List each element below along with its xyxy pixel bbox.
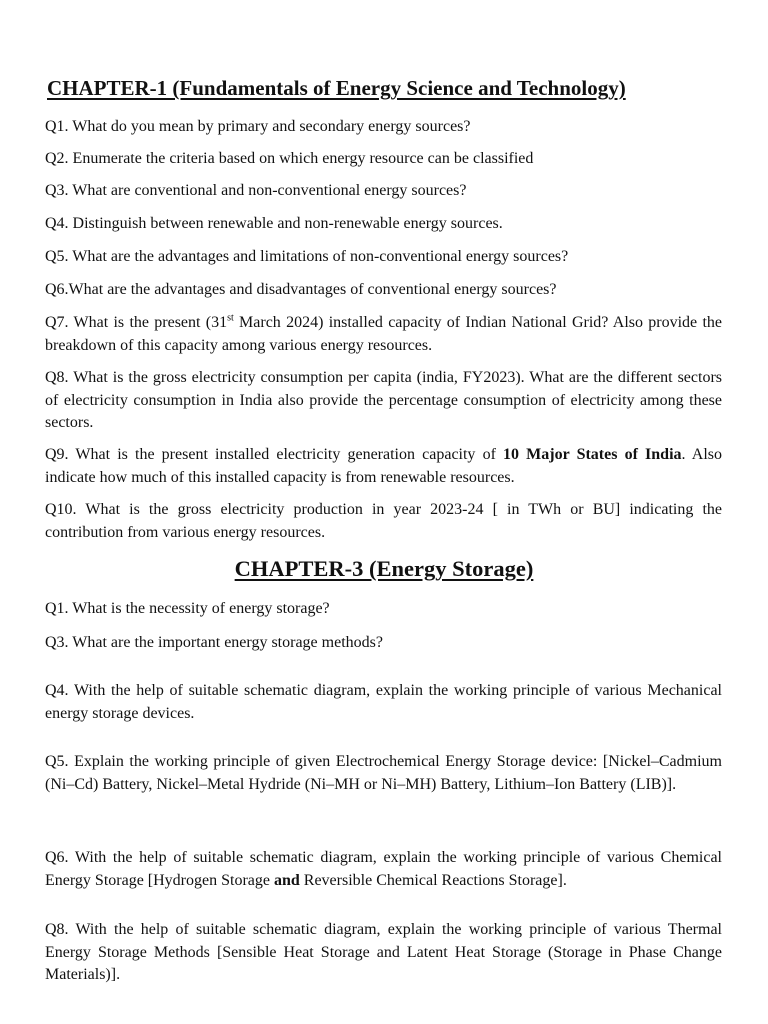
chapter-1-question-5: Q5. What are the advantages and limitations of non-conventional energy sources? [45, 248, 569, 265]
q9-text-end: . Also indicate how much of this installed capacity is from renewable resources. [45, 446, 723, 486]
chapter-1-question-8: Q8. What is the gross electricity consumption per capita (india, FY2023). What are the different sectors of electricity consumption in India also provide the percentage consumption of electricity among these sectors. [45, 369, 722, 431]
chapter-1-question-2: Q2. Enumerate the criteria based on which energy resource can be classified [45, 150, 534, 167]
q7-text-start: Q7. What is the present (31 [45, 314, 228, 331]
chapter-1-question-7 [45, 312, 722, 357]
chapter-1-question-3: Q3. What are conventional and non-conventional energy sources? [45, 182, 467, 199]
chapter-3-question-4: Q4. With the help of suitable schematic diagram, explain the working principle of various Mechanical energy storage devices. [45, 682, 722, 722]
chapter-1-question-1: Q1. What do you mean by primary and secondary energy sources? [45, 118, 471, 135]
q6-text-end: Reversible Chemical Reactions Storage]. [299, 871, 567, 889]
q9-bold-text: 10 Major States of India [503, 446, 682, 463]
chapter-3-title: CHAPTER-3 (Energy Storage) [234, 556, 534, 581]
q9-text-start: Q9. What is the present installed electricity generation capacity of [45, 446, 504, 463]
chapter-3-question-1: Q1. What is the necessity of energy storage? [45, 600, 330, 617]
q7-text-end: March 2024) installed capacity of Indian National Grid? Also provide the breakdown of this capacity among various energy resources. [45, 314, 722, 354]
chapter-1-question-9 [45, 444, 722, 489]
chapter-3-question-5: Q5. Explain the working principle of given Electrochemical Energy Storage device: [Nickel–Cadmium (Ni–Cd) Battery, Nickel–Metal Hydride (Ni–MH or Ni–MH) Battery, Lithium–Ion Battery (LIB)]. [45, 753, 722, 793]
chapter-3-question-8: Q8. With the help of suitable schematic diagram, explain the working principle of various Thermal Energy Storage Methods [Sensible Heat Storage and Latent Heat Storage (Storage in Phase Change Materials)]. [45, 921, 722, 983]
chapter-3-question-3: Q3. What are the important energy storage methods? [45, 634, 383, 651]
q7-superscript: st [227, 312, 234, 324]
chapter-1-question-10: Q10. What is the gross electricity production in year 2023-24 [ in TWh or BU] indicating the contribution from various energy resources. [45, 501, 722, 541]
chapter-1-question-4: Q4. Distinguish between renewable and non-renewable energy sources. [45, 215, 503, 232]
q6-bold-text: and [273, 871, 300, 889]
chapter-1-title: CHAPTER-1 (Fundamentals of Energy Science and Technology) [47, 76, 626, 100]
q6-text-start: Q6. With the help of suitable schematic diagram, explain the working principle of various Chemical Energy Storage [Hydrogen Storage [45, 849, 722, 889]
chapter-1-question-6: Q6.What are the advantages and disadvantages of conventional energy sources? [45, 281, 557, 298]
chapter-3-question-6 [45, 847, 722, 892]
